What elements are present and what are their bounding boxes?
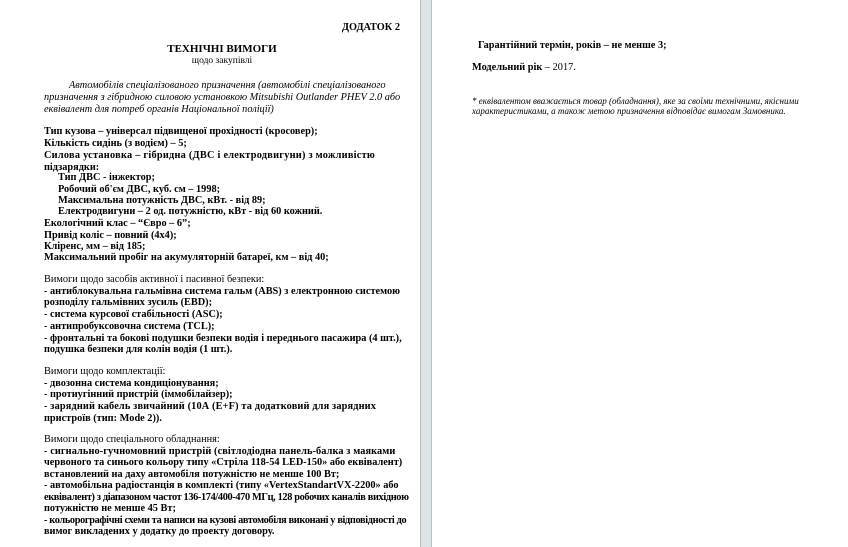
model-year-label: Модельний рік xyxy=(472,62,543,73)
equipment-line: - протиугінний пристрій (іммобілайзер); xyxy=(44,389,233,400)
model-year-line xyxy=(472,62,832,74)
safety-line: - антиблокувальна гальмівна система гальм (ABS) з електронною системою xyxy=(44,286,400,297)
special-line: - кольорографічні схеми та написи на кузові автомобіля виконані у відповідності до xyxy=(44,515,407,526)
spec-line: Екологічний клас – “Євро – 6”; xyxy=(44,218,191,229)
spec-line: Тип кузова – універсал підвищеної прохідності (кросовер); xyxy=(44,126,318,137)
spec-line: Кліренс, мм – від 185; xyxy=(44,241,146,252)
safety-line: - антипробуксовочна система (TCL); xyxy=(44,321,215,332)
spec-line: Електродвигуни – 2 од. потужністю, кВт - від 60 кожний. xyxy=(58,206,323,217)
intro-line: Автомобілів спеціалізованого призначення (автомобілі спеціалізованого xyxy=(69,80,386,91)
safety-line: - система курсової стабільності (ASC); xyxy=(44,309,223,320)
document-subtitle: щодо закупівлі xyxy=(191,56,253,66)
document-title: ТЕХНІЧНІ ВИМОГИ xyxy=(167,43,277,55)
equipment-line: пристроїв (тип: Mode 2)). xyxy=(44,413,162,424)
equipment-line: - зарядний кабель звичайний (10А (Е+F) та додатковий для зарядних xyxy=(44,401,377,412)
document-page-right xyxy=(432,0,848,547)
spec-line: Силова установка – гібридна (ДВС і електродвигуни) з можливістю xyxy=(44,150,376,161)
special-line: - автомобільна радіостанція в комплекті (типу «VertexStandartVX-2200» або xyxy=(44,480,399,491)
spec-line: Робочий об'єм ДВС, куб. см – 1998; xyxy=(58,184,221,195)
document-page-left xyxy=(0,0,420,547)
spec-line: Привід коліс – повний (4х4); xyxy=(44,230,177,241)
spec-line: Тип ДВС - інжектор; xyxy=(58,172,155,183)
footnote-line: характеристиками, а також метою призначення відповідає вимогам Замовника. xyxy=(472,106,786,116)
safety-line: - фронтальні та бокові подушки безпеки водія і переднього пасажира (4 шт.), xyxy=(44,333,402,344)
spec-line: підзарядки: xyxy=(44,162,100,173)
footnote-line: * еквівалентом вважається товар (обладнання), яке за своїми технічними, якісними xyxy=(472,96,799,106)
special-line: - сигнально-гучномовний пристрій (світлодіодна панель-балка з маяками xyxy=(44,446,396,457)
safety-heading: Вимоги щодо засобів активної і пасивної безпеки: xyxy=(44,274,265,285)
spec-line: Кількість сидінь (з водієм) – 5; xyxy=(44,138,187,149)
intro-line: призначення з гібридною силовою установкою Mitsubishi Outlander PHEV 2.0 або xyxy=(44,92,401,103)
intro-line: еквівалент для потреб органів Національної поліції) xyxy=(44,104,274,115)
warranty-line: Гарантійний термін, років – не менше 3; xyxy=(478,40,667,51)
special-line: червоного та синього кольору типу «Стріла 118-54 LED-150» або еквівалент) xyxy=(44,457,403,468)
spec-line: Максимальний пробіг на акумуляторній батареї, км – від 40; xyxy=(44,252,329,263)
appendix-label: ДОДАТОК 2 xyxy=(341,22,400,33)
special-line: вимог викладених у додатку до проекту договору. xyxy=(44,526,275,537)
model-year-value: – 2017. xyxy=(542,62,576,73)
equipment-heading: Вимоги щодо комплектації: xyxy=(44,366,166,377)
safety-line: подушка безпеки для колін водія (1 шт.). xyxy=(44,344,233,355)
special-line: встановлений на даху автомобіля потужністю не менше 100 Вт; xyxy=(44,469,340,480)
page-gap xyxy=(420,0,432,547)
special-line: еквівалент) з діапазоном частот 136-174/400-470 МГц, 128 робочих каналів вихідною xyxy=(44,492,409,503)
special-line: потужністю не менше 45 Вт; xyxy=(44,503,176,514)
special-heading: Вимоги щодо спеціального обладнання: xyxy=(44,434,220,445)
equipment-line: - двозонна система кондиціонування; xyxy=(44,378,219,389)
safety-line: розподілу гальмівних зусиль (EBD); xyxy=(44,297,213,308)
spec-line: Максимальна потужність ДВС, кВт. - від 89; xyxy=(58,195,266,206)
